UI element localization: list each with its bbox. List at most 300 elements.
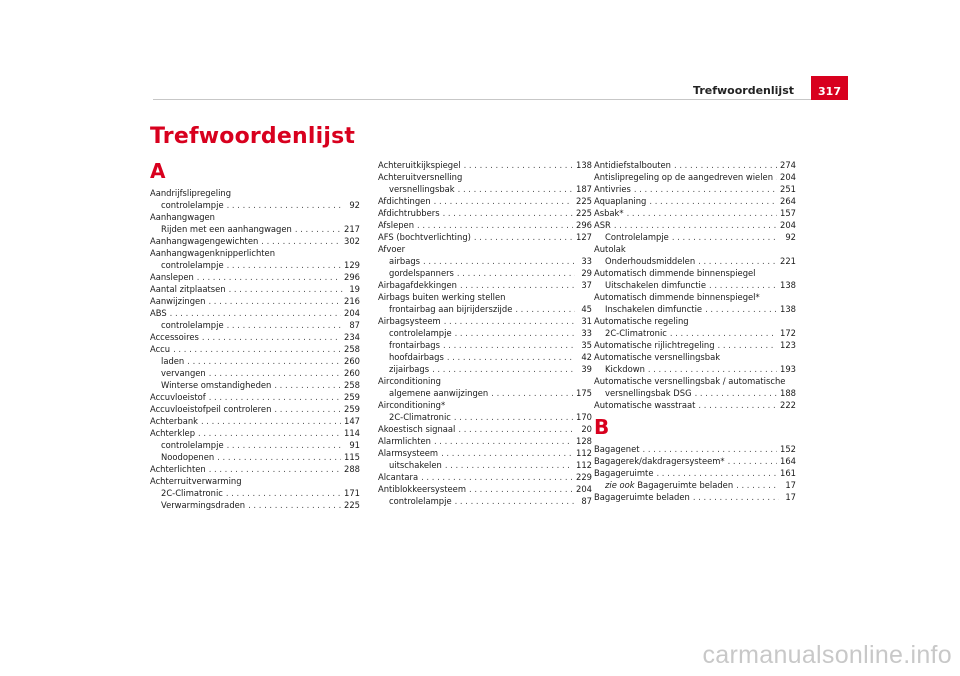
index-heading-entry <box>378 171 592 183</box>
index-entry[interactable] <box>378 279 592 291</box>
dot-leader <box>670 327 777 339</box>
page-reference[interactable]: 157 <box>780 208 796 218</box>
page-reference[interactable]: 138 <box>780 304 796 314</box>
dot-leader <box>718 339 777 351</box>
page-reference[interactable]: 259 <box>344 392 360 402</box>
index-term: Controlelampje <box>605 232 669 242</box>
dot-leader <box>454 411 573 423</box>
index-subentry[interactable] <box>594 303 796 315</box>
index-term: Automatisch dimmende binnenspiegel <box>594 268 756 278</box>
index-entry[interactable] <box>594 171 796 183</box>
index-entry[interactable] <box>150 415 360 427</box>
index-entry[interactable] <box>594 455 796 467</box>
index-term: Antiblokkeersysteem <box>378 484 466 494</box>
index-term: Bagagerek/dakdragersysteem* <box>594 456 725 466</box>
page-reference[interactable]: 217 <box>344 224 360 234</box>
page-reference[interactable]: 288 <box>344 464 360 474</box>
index-subentry[interactable] <box>378 351 592 363</box>
index-term: controlelampje <box>161 200 224 210</box>
index-entry[interactable] <box>378 159 592 171</box>
index-term: Automatische wasstraat <box>594 400 696 410</box>
dot-leader <box>261 235 341 247</box>
page-reference[interactable]: 45 <box>581 304 592 314</box>
dot-leader <box>417 219 573 231</box>
index-entry[interactable] <box>150 235 360 247</box>
dot-leader <box>208 295 341 307</box>
index-term: Onderhoudsmiddelen <box>605 256 696 266</box>
index-term: Achteruitkijkspiegel <box>378 160 461 170</box>
index-term: AFS (bochtverlichting) <box>378 232 471 242</box>
dot-leader <box>209 367 341 379</box>
index-term: airbags <box>389 256 421 266</box>
dot-leader <box>295 223 341 235</box>
index-entry[interactable] <box>594 159 796 171</box>
index-subentry[interactable] <box>150 439 360 451</box>
index-term: Aanhangwagengewichten <box>150 236 259 246</box>
index-subentry[interactable] <box>378 327 592 339</box>
index-term: Achterlichten <box>150 464 206 474</box>
index-column-2 <box>378 159 592 507</box>
index-heading-entry <box>378 243 592 255</box>
page-reference[interactable]: 161 <box>780 468 796 478</box>
dot-leader <box>515 303 575 315</box>
index-subentry[interactable] <box>594 479 796 491</box>
dot-leader <box>173 343 341 355</box>
index-term: Aanslepen <box>150 272 194 282</box>
index-entry[interactable] <box>378 435 592 447</box>
index-term: Airbags buiten werking stellen <box>378 292 506 302</box>
index-heading-entry <box>594 267 796 279</box>
index-term: Akoestisch signaal <box>378 424 456 434</box>
dot-leader <box>709 279 777 291</box>
dot-leader <box>197 271 341 283</box>
page-reference[interactable]: 229 <box>576 472 592 482</box>
index-entry[interactable] <box>378 447 592 459</box>
page-reference[interactable]: 138 <box>780 280 796 290</box>
page-reference[interactable]: 152 <box>780 444 796 454</box>
dot-leader <box>643 443 777 455</box>
index-subentry[interactable] <box>150 499 360 511</box>
index-term: Autolak <box>594 244 626 254</box>
dot-leader <box>698 399 777 411</box>
page-reference[interactable]: 216 <box>344 296 360 306</box>
dot-leader <box>421 471 573 483</box>
index-heading-entry <box>594 243 796 255</box>
index-term: algemene aanwijzingen <box>389 388 489 398</box>
index-subentry[interactable] <box>150 451 360 463</box>
page-reference[interactable]: 19 <box>349 284 360 294</box>
index-term: Aandrijfslipregeling <box>150 188 232 198</box>
dot-leader <box>443 207 573 219</box>
index-term: Rijden met een aanhangwagen <box>161 224 292 234</box>
index-term: frontairbags <box>389 340 440 350</box>
index-entry[interactable] <box>594 195 796 207</box>
page-reference[interactable]: 225 <box>576 208 592 218</box>
page-reference[interactable]: 234 <box>344 332 360 342</box>
watermark: carmanualsonline.info <box>702 641 952 669</box>
index-subentry[interactable] <box>378 495 592 507</box>
page-reference[interactable]: 172 <box>780 328 796 338</box>
index-term: Verwarmingsdraden <box>161 500 246 510</box>
page-reference[interactable]: 114 <box>344 428 360 438</box>
page-reference[interactable]: 260 <box>344 356 360 366</box>
index-subentry[interactable] <box>378 267 592 279</box>
index-subentry[interactable] <box>150 487 360 499</box>
dot-leader <box>441 447 573 459</box>
dot-leader <box>693 491 779 503</box>
dot-leader <box>695 387 777 399</box>
index-letter-heading: A <box>150 159 166 183</box>
page-reference[interactable]: 225 <box>576 196 592 206</box>
dot-leader <box>226 487 341 499</box>
dot-leader <box>202 331 341 343</box>
index-term: ASR <box>594 220 611 230</box>
index-term-text: Bagageruimte beladen <box>637 480 734 490</box>
index-subentry[interactable] <box>594 363 796 375</box>
dot-leader <box>458 423 575 435</box>
index-entry[interactable] <box>378 195 592 207</box>
index-subentry[interactable] <box>378 339 592 351</box>
index-term: Aanhangwagen <box>150 212 215 222</box>
dot-leader <box>445 459 573 471</box>
page-reference[interactable]: 92 <box>785 232 796 242</box>
index-subentry[interactable] <box>594 231 796 243</box>
page-reference[interactable]: 264 <box>780 196 796 206</box>
page-reference[interactable]: 221 <box>780 256 796 266</box>
index-column-3 <box>594 159 796 503</box>
page-reference[interactable]: 112 <box>576 460 592 470</box>
index-subentry[interactable] <box>378 303 592 315</box>
page-reference[interactable]: 251 <box>780 184 796 194</box>
index-term: versnellingsbak <box>389 184 455 194</box>
index-heading-entry <box>150 211 360 223</box>
index-term: Uitschakelen dimfunctie <box>605 280 707 290</box>
dot-leader <box>170 307 341 319</box>
index-subentry[interactable] <box>378 387 592 399</box>
page-reference[interactable]: 42 <box>581 352 592 362</box>
index-term: Asbak* <box>594 208 624 218</box>
index-entry[interactable] <box>150 403 360 415</box>
index-subentry[interactable] <box>594 255 796 267</box>
page-reference[interactable]: 33 <box>581 328 592 338</box>
index-term: Airconditioning* <box>378 400 446 410</box>
index-term: Noodopenen <box>161 452 215 462</box>
dot-leader <box>634 183 777 195</box>
index-entry[interactable] <box>378 423 592 435</box>
index-entry[interactable] <box>150 307 360 319</box>
dot-leader <box>460 279 575 291</box>
index-heading-entry <box>378 399 592 411</box>
index-term: Airbagsysteem <box>378 316 441 326</box>
dot-leader <box>209 463 341 475</box>
index-entry[interactable] <box>594 339 796 351</box>
page-reference[interactable]: 20 <box>581 424 592 434</box>
page-reference[interactable]: 35 <box>581 340 592 350</box>
index-term: gordelspanners <box>389 268 454 278</box>
index-term: Afdichtrubbers <box>378 208 440 218</box>
page-reference[interactable]: 17 <box>785 480 796 490</box>
index-term: Aanhangwagenknipperlichten <box>150 248 276 258</box>
header-bar <box>0 72 814 92</box>
dot-leader <box>614 219 777 231</box>
index-term: controlelampje <box>389 328 452 338</box>
page-reference[interactable]: 164 <box>780 456 796 466</box>
index-term: Antislipregeling op de aangedreven wielen <box>594 172 773 182</box>
index-term: controlelampje <box>161 260 224 270</box>
index-subentry[interactable] <box>378 411 592 423</box>
page-reference[interactable]: 127 <box>576 232 592 242</box>
page-reference[interactable]: 129 <box>344 260 360 270</box>
index-subentry[interactable] <box>150 199 360 211</box>
page-reference[interactable]: 170 <box>576 412 592 422</box>
index-term: frontairbag aan bijrijderszijde <box>389 304 513 314</box>
index-subentry[interactable] <box>594 279 796 291</box>
page-reference[interactable]: 260 <box>344 368 360 378</box>
index-term: Afdichtingen <box>378 196 431 206</box>
index-term: Antidiefstalbouten <box>594 160 671 170</box>
index-entry[interactable] <box>150 391 360 403</box>
page-reference[interactable]: 175 <box>576 388 592 398</box>
dot-leader <box>457 267 575 279</box>
index-entry[interactable] <box>594 399 796 411</box>
index-term: Aantal zitplaatsen <box>150 284 226 294</box>
page-reference[interactable]: 259 <box>344 404 360 414</box>
index-term: versnellingsbak DSG <box>605 388 692 398</box>
index-subentry[interactable] <box>378 255 592 267</box>
index-term: Alarmsysteem <box>378 448 439 458</box>
dot-leader <box>491 387 573 399</box>
dot-leader <box>698 255 777 267</box>
index-term: vervangen <box>161 368 206 378</box>
page-reference[interactable]: 92 <box>349 200 360 210</box>
dot-leader <box>434 195 573 207</box>
page-reference[interactable]: 87 <box>581 496 592 506</box>
page-reference[interactable]: 39 <box>581 364 592 374</box>
index-subentry[interactable] <box>150 259 360 271</box>
dot-leader <box>434 435 573 447</box>
index-term: Aanwijzingen <box>150 296 206 306</box>
page-reference[interactable]: 29 <box>581 268 592 278</box>
index-entry[interactable] <box>378 471 592 483</box>
page-reference[interactable]: 112 <box>576 448 592 458</box>
index-term: 2C-Climatronic <box>605 328 667 338</box>
index-term: Antivries <box>594 184 631 194</box>
index-entry[interactable] <box>594 183 796 195</box>
page-reference[interactable]: 91 <box>349 440 360 450</box>
page-reference[interactable]: 302 <box>344 236 360 246</box>
page-reference[interactable]: 225 <box>344 500 360 510</box>
dot-leader <box>227 439 343 451</box>
index-entry[interactable] <box>150 463 360 475</box>
index-entry[interactable] <box>594 467 796 479</box>
index-term: Achterbank <box>150 416 198 426</box>
index-term: Accu <box>150 344 171 354</box>
dot-leader <box>198 427 341 439</box>
see-also-label: zie ook <box>605 480 635 490</box>
header-divider <box>153 99 811 100</box>
page-reference[interactable]: 138 <box>576 160 592 170</box>
dot-leader <box>443 339 575 351</box>
dot-leader <box>648 363 777 375</box>
dot-leader <box>274 379 341 391</box>
index-entry[interactable] <box>594 491 796 503</box>
dot-leader <box>227 199 343 211</box>
index-heading-entry <box>594 291 796 303</box>
page-reference[interactable]: 258 <box>344 380 360 390</box>
index-term: Achterruitverwarming <box>150 476 242 486</box>
dot-leader <box>776 171 777 183</box>
index-term: Kickdown <box>605 364 645 374</box>
dot-leader <box>201 415 341 427</box>
dot-leader <box>432 363 575 375</box>
page-reference[interactable]: 31 <box>581 316 592 326</box>
index-term: uitschakelen <box>389 460 442 470</box>
index-letter-heading: B <box>594 415 610 439</box>
index-term: Bagageruimte beladen <box>594 492 690 502</box>
page-reference[interactable]: 204 <box>780 172 796 182</box>
index-term: Winterse omstandigheden <box>161 380 272 390</box>
index-entry[interactable] <box>150 283 360 295</box>
index-term: controlelampje <box>161 320 224 330</box>
page-reference[interactable]: 296 <box>344 272 360 282</box>
index-entry[interactable] <box>378 231 592 243</box>
index-term: zijairbags <box>389 364 430 374</box>
page-reference[interactable]: 33 <box>581 256 592 266</box>
page-reference[interactable]: 37 <box>581 280 592 290</box>
index-entry[interactable] <box>150 331 360 343</box>
dot-leader <box>187 355 341 367</box>
dot-leader <box>469 483 573 495</box>
index-entry[interactable] <box>150 427 360 439</box>
index-term: Bagagenet <box>594 444 640 454</box>
index-term: Inschakelen dimfunctie <box>605 304 703 314</box>
index-subentry[interactable] <box>378 363 592 375</box>
page-reference[interactable]: 123 <box>780 340 796 350</box>
index-term: laden <box>161 356 185 366</box>
index-term: Automatische versnellingsbak <box>594 352 721 362</box>
dot-leader <box>455 327 575 339</box>
page-reference[interactable]: 204 <box>780 220 796 230</box>
index-entry[interactable] <box>378 207 592 219</box>
dot-leader <box>464 159 573 171</box>
page-reference[interactable]: 115 <box>344 452 360 462</box>
page-reference[interactable]: 171 <box>344 488 360 498</box>
running-header-title: Trefwoordenlijst <box>693 84 794 97</box>
index-term: Automatische versnellingsbak / automatische <box>594 376 786 386</box>
index-term: controlelampje <box>161 440 224 450</box>
dot-leader <box>217 451 341 463</box>
dot-leader <box>227 319 343 331</box>
index-subentry[interactable] <box>378 459 592 471</box>
index-term <box>605 479 733 491</box>
index-term: 2C-Climatronic <box>161 488 223 498</box>
index-term: ABS <box>150 308 167 318</box>
index-heading-entry <box>594 315 796 327</box>
index-term: Afvoer <box>378 244 406 254</box>
index-entry[interactable] <box>150 295 360 307</box>
page-reference[interactable]: 204 <box>344 308 360 318</box>
dot-leader <box>274 403 341 415</box>
index-heading-entry <box>150 247 360 259</box>
index-term: Afslepen <box>378 220 414 230</box>
index-subentry[interactable] <box>378 183 592 195</box>
dot-leader <box>672 231 779 243</box>
dot-leader <box>209 391 341 403</box>
dot-leader <box>674 159 777 171</box>
dot-leader <box>444 315 575 327</box>
index-subentry[interactable] <box>150 379 360 391</box>
page-reference[interactable]: 222 <box>780 400 796 410</box>
page-reference[interactable]: 258 <box>344 344 360 354</box>
dot-leader <box>474 231 573 243</box>
dot-leader <box>649 195 777 207</box>
index-term: hoofdairbags <box>389 352 444 362</box>
index-term: Aquaplaning <box>594 196 647 206</box>
index-subentry[interactable] <box>150 223 360 235</box>
index-term: Achteruitversnelling <box>378 172 463 182</box>
index-term: Airconditioning <box>378 376 441 386</box>
page-reference[interactable]: 187 <box>576 184 592 194</box>
index-entry[interactable] <box>378 219 592 231</box>
index-entry[interactable] <box>594 219 796 231</box>
page-reference[interactable]: 296 <box>576 220 592 230</box>
page-reference[interactable]: 147 <box>344 416 360 426</box>
index-entry[interactable] <box>378 315 592 327</box>
index-entry[interactable] <box>150 271 360 283</box>
index-term: Automatische regeling <box>594 316 689 326</box>
index-term: Accuvloeistof <box>150 392 206 402</box>
page-number-badge: 317 <box>811 76 848 100</box>
index-term: Bagageruimte <box>594 468 654 478</box>
dot-leader <box>736 479 779 491</box>
index-term: Accessoires <box>150 332 199 342</box>
page-reference[interactable]: 188 <box>780 388 796 398</box>
dot-leader <box>458 183 573 195</box>
index-term: Airbagafdekkingen <box>378 280 457 290</box>
index-heading-entry <box>594 351 796 363</box>
page-reference[interactable]: 274 <box>780 160 796 170</box>
index-entry[interactable] <box>150 343 360 355</box>
index-entry[interactable] <box>594 443 796 455</box>
index-entry[interactable] <box>378 483 592 495</box>
dot-leader <box>447 351 575 363</box>
index-heading-entry <box>150 475 360 487</box>
index-subentry[interactable] <box>594 387 796 399</box>
index-column-1 <box>150 159 360 511</box>
page-reference[interactable]: 128 <box>576 436 592 446</box>
dot-leader <box>656 467 777 479</box>
page-reference[interactable]: 204 <box>576 484 592 494</box>
index-heading-entry <box>378 291 592 303</box>
index-term: controlelampje <box>389 496 452 506</box>
dot-leader <box>455 495 575 507</box>
index-subentry[interactable] <box>150 355 360 367</box>
index-subentry[interactable] <box>594 327 796 339</box>
dot-leader <box>423 255 575 267</box>
dot-leader <box>227 259 341 271</box>
page-reference[interactable]: 193 <box>780 364 796 374</box>
page-reference[interactable]: 17 <box>785 492 796 502</box>
dot-leader <box>627 207 777 219</box>
index-entry[interactable] <box>594 207 796 219</box>
page-title: Trefwoordenlijst <box>150 124 356 149</box>
page-reference[interactable]: 87 <box>349 320 360 330</box>
index-heading-entry <box>378 375 592 387</box>
index-subentry[interactable] <box>150 367 360 379</box>
index-subentry[interactable] <box>150 319 360 331</box>
index-heading-entry <box>594 375 796 387</box>
dot-leader <box>229 283 343 295</box>
